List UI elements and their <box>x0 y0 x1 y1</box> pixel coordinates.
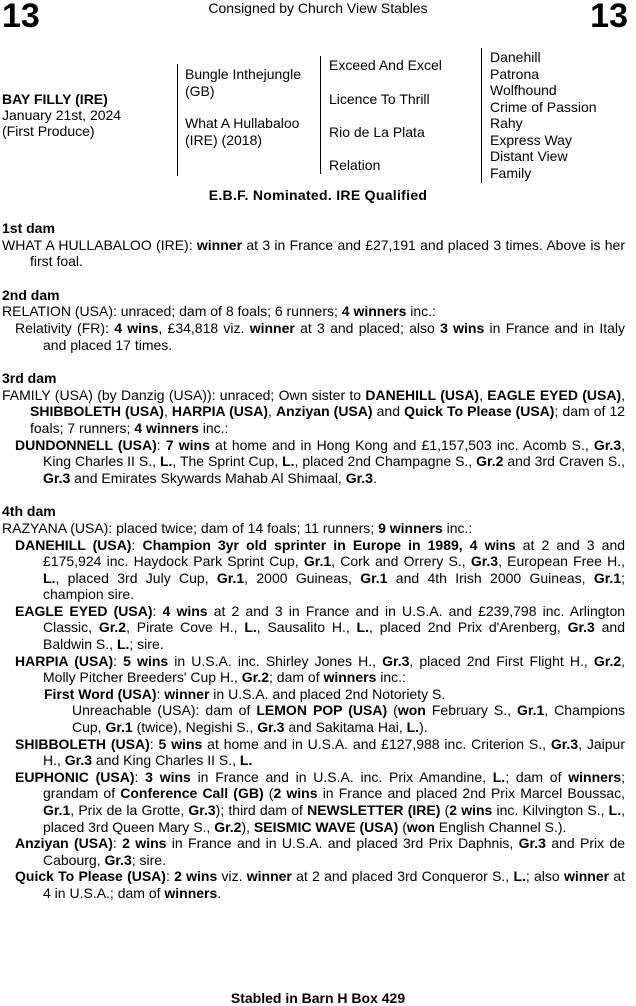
second-dam-heading: 2nd dam <box>2 286 60 303</box>
produce-dundonnell: DUNDONNELL (USA): 7 wins at home and in Hong Kong and £1,157,503 inc. Acomb S., Gr.3, King Charles II S., L., The Sprint Cup, L., placed 2nd Champagne S., Gr.2 and 3rd Craven S., Gr.3 and Emirates Skywards Mahab Al Shimaal, Gr.3. <box>15 436 626 486</box>
lot-number-right: 13 <box>590 0 628 35</box>
consignor: Consigned by Church View Stables <box>208 0 428 16</box>
second-dam-entry: RELATION (USA): unraced; dam of 8 foals; 6 runners; 4 winners inc.: <box>2 303 436 320</box>
pedigree-sire-dam: Licence To Thrill <box>329 91 430 107</box>
produce-euphonic: EUPHONIC (USA): 3 wins in France and in U.S.A. inc. Prix Amandine, L.; dam of winners; grandam of Conference Call (GB) (2 wins in France and placed 2nd Prix Marcel Boussac, Gr.1, Prix de la Grotte, Gr.3); third dam of NEWSLETTER (IRE) (2 wins inc. Kilvington S., L., placed 3rd Queen Mary S., Gr.2), SEISMIC WAVE (USA) (won English Channel S.). <box>15 768 626 835</box>
produce-quick-to-please: Quick To Please (USA): 2 wins viz. winner at 2 and placed 3rd Conqueror S., L.; also winner at 4 in U.S.A.; dam of winners. <box>15 868 625 901</box>
horse-description: BAY FILLY (IRE) <box>2 91 108 107</box>
pedigree-dam: What A Hullabaloo (IRE) (2018) <box>185 115 300 148</box>
harpia-produce <box>15 686 625 736</box>
produce-relativity: Relativity (FR): 4 wins, £34,818 viz. winner at 3 and placed; also 3 wins in France and in Italy and placed 17 times. <box>15 319 626 353</box>
gen4-item: Family <box>490 164 532 181</box>
pedigree-dam-sire: Rio de La Plata <box>329 124 425 140</box>
produce-danehill: DANEHILL (USA): Champion 3yr old sprinter in Europe in 1989, 4 wins at 2 and 3 and £175,924 inc. Haydock Park Sprint Cup, Gr.1, Cork and Orrery S., Gr.3, European Free H., L., placed 3rd July Cup, Gr.1, 2000 Guineas, Gr.1 and 4th Irish 2000 Guineas, Gr.1; champion sire. <box>15 536 626 603</box>
fourth-dam-entry: RAZYANA (USA): placed twice; dam of 14 foals; 11 runners; 9 winners inc.: <box>2 519 473 536</box>
lot-number-left: 13 <box>2 0 40 35</box>
produce-harpia: HARPIA (USA): 5 wins in U.S.A. inc. Shirley Jones H., Gr.3, placed 2nd First Flight H., Gr.2, Molly Pitcher Breeders' Cup H., Gr.2; dam of winners inc.: <box>15 652 626 686</box>
second-dam-produce <box>2 320 625 353</box>
gen4-item: Distant View <box>490 148 568 164</box>
horse-info <box>2 91 121 139</box>
gen4-item: Danehill <box>490 49 541 65</box>
produce-shibboleth: SHIBBOLETH (USA): 5 wins at home and in U.S.A. and £127,988 inc. Criterion S., Gr.3, Jaipur H., Gr.3 and King Charles II S., L. <box>15 735 626 769</box>
nomination-status: E.B.F. Nominated. IRE Qualified <box>208 187 428 203</box>
foaling-date: January 21st, 2024 <box>2 107 122 123</box>
pedigree-sire-sire: Exceed And Excel <box>329 57 442 73</box>
gen4-item: Crime of Passion <box>490 98 597 115</box>
first-dam-entry: WHAT A HULLABALOO (IRE): winner at 3 in France and £27,191 and placed 3 times. Above is her first foal. <box>2 236 626 270</box>
produce-eagle-eyed: EAGLE EYED (USA): 4 wins at 2 and 3 in France and in U.S.A. and £239,798 inc. Arlington Classic, Gr.2, Pirate Cove H., L., Sausalito H., L., placed 2nd Prix d'Arenberg, Gr.3 and Baldwin S., L.; sire. <box>15 602 626 653</box>
produce-first-word: First Word (USA): winner in U.S.A. and placed 2nd Notoriety S. Unreachable (USA): dam of LEMON POP (USA) (won February S., Gr.1, Champions Cup, Gr.1 (twice), Negishi S., Gr.3 and Sakitama Hai, L.). <box>44 685 626 736</box>
gen4-item: Patrona <box>490 65 540 82</box>
pedigree-gen4 <box>490 49 597 181</box>
produce-note: (First Produce) <box>2 123 95 139</box>
pedigree-dam-dam: Relation <box>329 157 381 173</box>
fourth-dam-produce <box>2 537 625 902</box>
pedigree-bracket-1 <box>177 64 178 176</box>
third-dam-heading: 3rd dam <box>2 370 57 387</box>
gen4-item: Rahy <box>490 115 523 131</box>
pedigree-sire: Bungle Inthejungle (GB) <box>185 66 301 99</box>
stabling-location: Stabled in Barn H Box 429 <box>230 990 406 1006</box>
gen4-item: Wolfhound <box>490 82 557 98</box>
third-dam-entry: FAMILY (USA) (by Danzig (USA)): unraced; Own sister to DANEHILL (USA), EAGLE EYED (USA), SHIBBOLETH (USA), HARPIA (USA), Anziyan (USA) and Quick To Please (USA); dam of 12 foals; 7 runners; 4 winners inc.: <box>2 386 626 436</box>
catalogue-notes <box>2 220 625 902</box>
third-dam-produce <box>2 437 625 487</box>
produce-anziyan: Anziyan (USA): 2 wins in France and in U.S.A. and placed 3rd Prix Daphnis, Gr.3 and Prix de Cabourg, Gr.3; sire. <box>15 835 626 868</box>
fourth-dam-heading: 4th dam <box>2 503 56 520</box>
first-dam-heading: 1st dam <box>2 220 55 236</box>
pedigree-bracket-2 <box>320 56 321 174</box>
gen4-item: Express Way <box>490 131 572 148</box>
pedigree-bracket-3 <box>481 48 482 183</box>
